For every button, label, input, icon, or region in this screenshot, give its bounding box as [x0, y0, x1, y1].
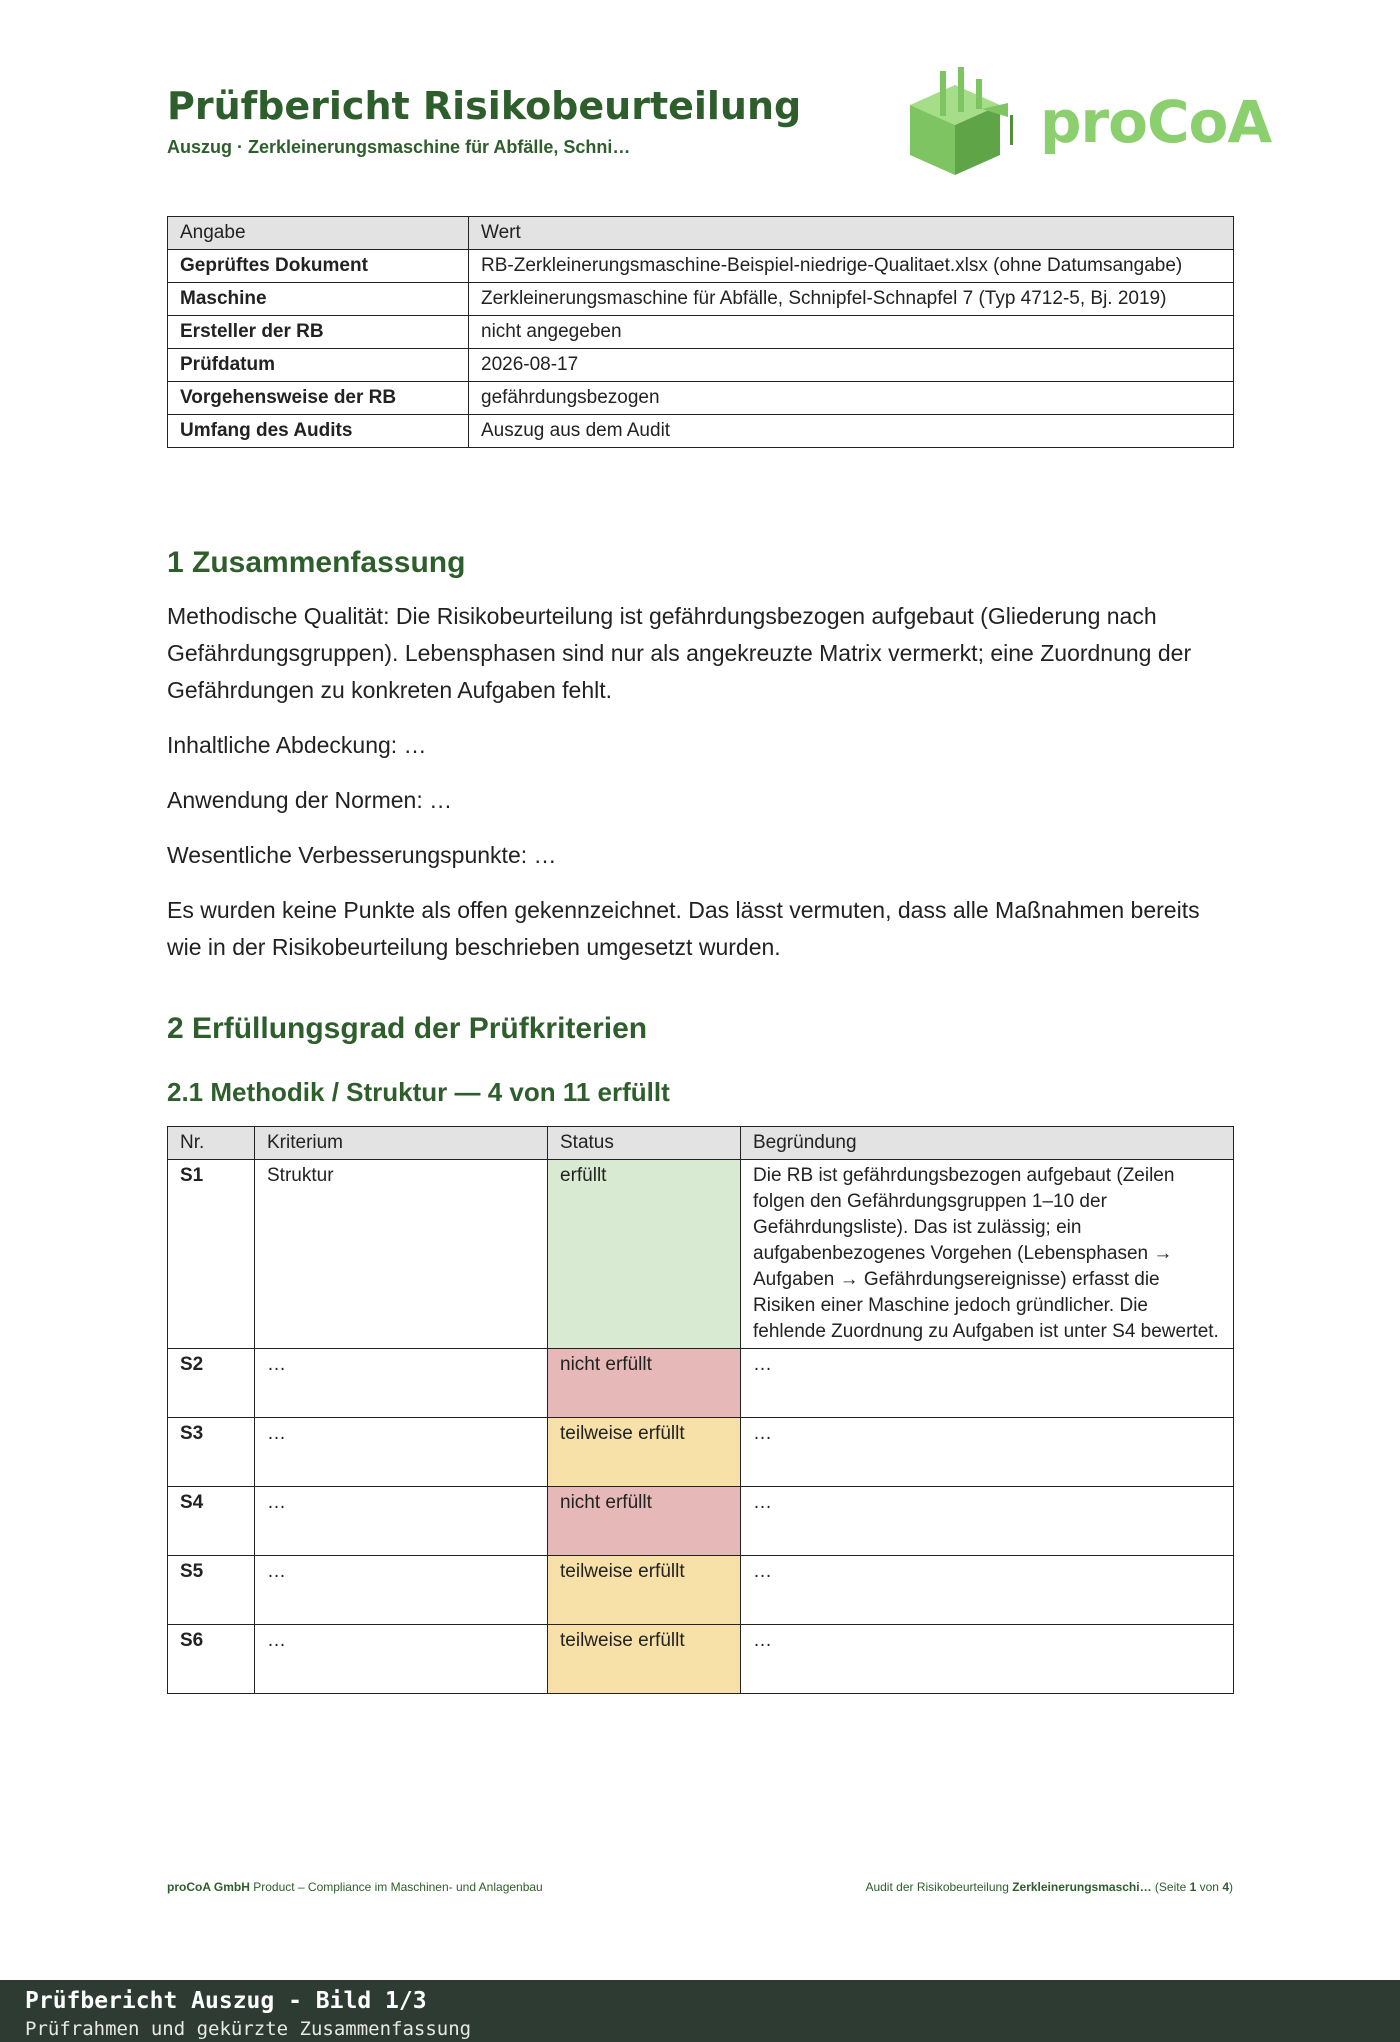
col-kriterium: Kriterium [255, 1127, 548, 1160]
info-value: Auszug aus dem Audit [469, 415, 1234, 448]
info-value: Zerkleinerungsmaschine für Abfälle, Schnipfel-Schnapfel 7 (Typ 4712-5, Bj. 2019) [469, 283, 1234, 316]
footer-page-total: 4 [1222, 1880, 1229, 1894]
criterion-name: … [255, 1625, 548, 1694]
summary-paragraph: Anwendung der Normen: … [167, 787, 453, 813]
footer-left [167, 1880, 543, 1894]
info-row [168, 382, 1234, 415]
reason-cell: … [741, 1625, 1234, 1694]
status-cell: nicht erfüllt [548, 1349, 741, 1418]
reason-cell: … [741, 1418, 1234, 1487]
caption-title: Prüfbericht Auszug - Bild 1/3 [25, 1988, 427, 2014]
criterion-nr: S4 [168, 1487, 255, 1556]
table-row [168, 1349, 1234, 1418]
info-col-value: Wert [469, 217, 1234, 250]
reason-cell: … [741, 1556, 1234, 1625]
criterion-nr: S3 [168, 1418, 255, 1487]
summary-paragraph: Es wurden keine Punkte als offen gekennzeichnet. Das lässt vermuten, dass alle Maßnahmen bereits wie in der Risikobeurteilung beschrieben umgesetzt wurden. [167, 897, 1200, 960]
info-key: Ersteller der RB [168, 316, 469, 349]
col-nr: Nr. [168, 1127, 255, 1160]
logo-wordmark: proCoA [1040, 88, 1272, 156]
criterion-name: … [255, 1349, 548, 1418]
report-subtitle: Auszug · Zerkleinerungsmaschine für Abfälle, Schni… [167, 137, 631, 157]
info-row [168, 349, 1234, 382]
info-key: Geprüftes Dokument [168, 250, 469, 283]
footer-doc-prefix: Audit der Risikobeurteilung [865, 1880, 1013, 1894]
summary-paragraph: Inhaltliche Abdeckung: … [167, 732, 427, 758]
section1-heading: 1 Zusammenfassung [167, 546, 466, 579]
section2-heading: 2 Erfüllungsgrad der Prüfkriterien [167, 1012, 648, 1045]
reason-cell: … [741, 1487, 1234, 1556]
criterion-name: … [255, 1556, 548, 1625]
info-col-key: Angabe [168, 217, 469, 250]
info-key: Umfang des Audits [168, 415, 469, 448]
summary-paragraph: Wesentliche Verbesserungspunkte: … [167, 842, 557, 868]
status-cell: teilweise erfüllt [548, 1556, 741, 1625]
info-row [168, 415, 1234, 448]
footer-right [865, 1880, 1233, 1894]
table-row [168, 1418, 1234, 1487]
footer-page-mid: von [1196, 1880, 1223, 1894]
table-row [168, 1160, 1234, 1349]
info-table [167, 216, 1234, 448]
caption-subtitle: Prüfrahmen und gekürzte Zusammenfassung [25, 2018, 472, 2040]
status-cell: teilweise erfüllt [548, 1418, 741, 1487]
status-cell: nicht erfüllt [548, 1487, 741, 1556]
footer-page-post: ) [1229, 1880, 1233, 1894]
report-title: Prüfbericht Risikobeurteilung [167, 84, 802, 128]
criterion-nr: S6 [168, 1625, 255, 1694]
criterion-nr: S1 [168, 1160, 255, 1349]
caption-bar [0, 1980, 1400, 2042]
info-key: Prüfdatum [168, 349, 469, 382]
criterion-name: Struktur [255, 1160, 548, 1349]
footer-page-number: 1 [1189, 1880, 1197, 1894]
reason-cell: Die RB ist gefährdungsbezogen aufgebaut (Zeilen folgen den Gefährdungsgruppen 1–10 der Gefährdungsliste). Das ist zulässig; ein aufgabenbezogenes Vorgehen (Lebensphasen → Aufgaben → Gefährdungsereignisse) erfasst die Risiken einer Maschine jedoch gründlicher. Die fehlende Zuordnung zu Aufgaben ist unter S4 bewertet. [741, 1160, 1234, 1349]
info-value: 2026-08-17 [469, 349, 1234, 382]
status-cell: teilweise erfüllt [548, 1625, 741, 1694]
table-row [168, 1556, 1234, 1625]
table-row [168, 1487, 1234, 1556]
info-key: Maschine [168, 283, 469, 316]
info-value: nicht angegeben [469, 316, 1234, 349]
section2-subheading: 2.1 Methodik / Struktur — 4 von 11 erfüllt [167, 1077, 670, 1107]
info-value: gefährdungsbezogen [469, 382, 1234, 415]
footer-company: proCoA GmbH [167, 1880, 250, 1894]
footer-doc-name: Zerkleinerungsmaschi… [1012, 1880, 1152, 1894]
summary-paragraph: Methodische Qualität: Die Risikobeurteilung ist gefährdungsbezogen aufgebaut (Gliederung nach Gefährdungsgruppen). Lebensphasen sind nur als angekreuzte Matrix vermerkt; eine Zuordnung der Gefährdungen zu konkreten Aufgaben fehlt. [167, 603, 1192, 703]
criterion-name: … [255, 1487, 548, 1556]
info-row [168, 250, 1234, 283]
status-cell: erfüllt [548, 1160, 741, 1349]
criterion-nr: S2 [168, 1349, 255, 1418]
reason-cell: … [741, 1349, 1234, 1418]
col-status: Status [548, 1127, 741, 1160]
info-row [168, 316, 1234, 349]
col-begruendung: Begründung [741, 1127, 1234, 1160]
info-row [168, 283, 1234, 316]
criteria-table [167, 1126, 1234, 1694]
info-value: RB-Zerkleinerungsmaschine-Beispiel-niedrige-Qualitaet.xlsx (ohne Datumsangabe) [469, 250, 1234, 283]
footer-tagline: Product – Compliance im Maschinen- und Anlagenbau [249, 1880, 543, 1894]
criterion-name: … [255, 1418, 548, 1487]
info-key: Vorgehensweise der RB [168, 382, 469, 415]
criterion-nr: S5 [168, 1556, 255, 1625]
footer-page-pre: (Seite [1151, 1880, 1190, 1894]
table-row [168, 1625, 1234, 1694]
